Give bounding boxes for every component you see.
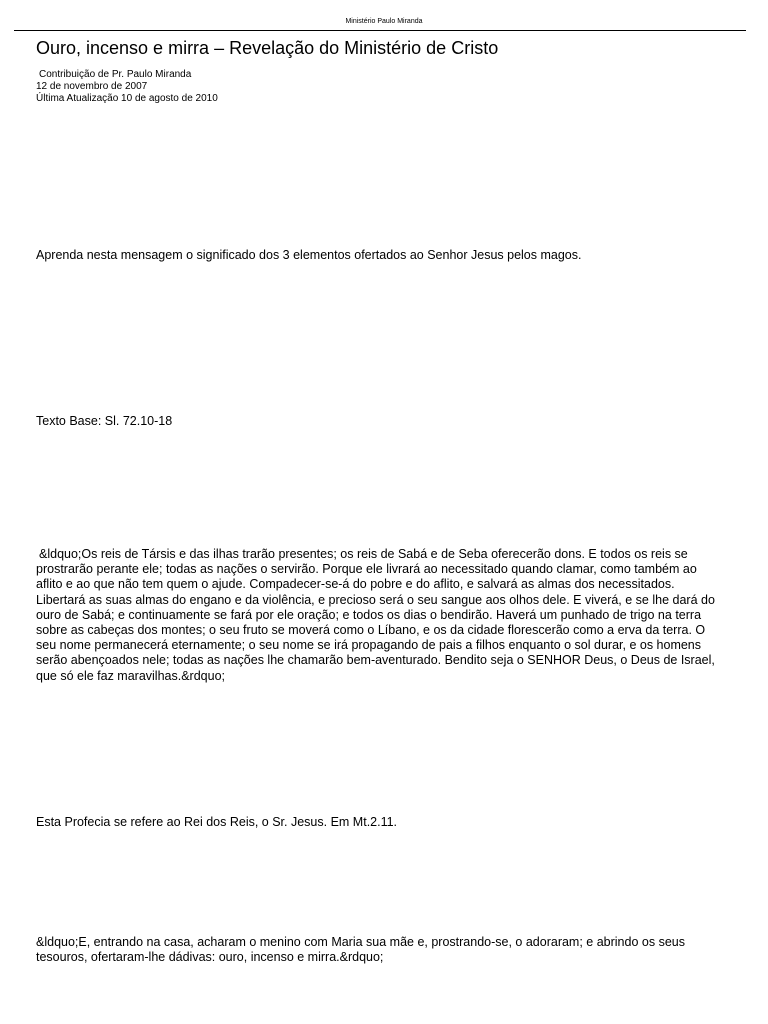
article-meta	[36, 69, 218, 105]
author-line: Contribuição de Pr. Paulo Miranda	[39, 69, 192, 80]
base-text-reference: Texto Base: Sl. 72.10-18	[36, 414, 173, 428]
intro-paragraph: Aprenda nesta mensagem o significado dos 3 elementos ofertados ao Senhor Jesus pelos magos.	[36, 248, 582, 262]
running-header: Ministério Paulo Miranda	[345, 18, 423, 25]
matthew-quote-paragraph: &ldquo;E, entrando na casa, acharam o menino com Maria sua mãe e, prostrando-se, o adoraram; e abrindo os seus tesouros, ofertaram-lhe dádivas: ouro, incenso e mirra.&rdquo;	[36, 935, 685, 965]
article-title: Ouro, incenso e mirra – Revelação do Ministério de Cristo	[36, 38, 499, 58]
last-updated: Última Atualização 10 de agosto de 2010	[36, 93, 218, 104]
publish-date: 12 de novembro de 2007	[36, 81, 148, 92]
psalm-quote-paragraph: &ldquo;Os reis de Társis e das ilhas trarão presentes; os reis de Sabá e de Seba oferecerão dons. E todos os reis se prostrarão perante ele; todas as nações o servirão. Porque ele livrará ao necessitado quando clamar, como também ao aflito e ao que não tem quem o ajude. Compadecer-se-á do pobre e do aflito, e salvará as almas dos necessitados. Libertará as suas almas do engano e da violência, e precioso será o seu sangue aos olhos dele. E viverá, e se lhe dará do ouro de Sabá; e continuamente se fará por ele oração; e todos os dias o bendirão. Haverá um punhado de trigo na terra sobre as cabeças dos montes; o seu fruto se moverá como o Líbano, e os da cidade florescerão como a erva da terra. O seu nome permanecerá eternamente; o seu nome se irá propagando de pais a filhos enquanto o sol durar, e os homens serão abençoados nele; todas as nações lhe chamarão bem-aventurado. Bendito seja o SENHOR Deus, o Deus de Israel, que só ele faz maravilhas.&rdquo;	[36, 547, 715, 683]
header-divider	[14, 30, 746, 31]
prophecy-note-paragraph: Esta Profecia se refere ao Rei dos Reis, o Sr. Jesus. Em Mt.2.11.	[36, 815, 398, 829]
